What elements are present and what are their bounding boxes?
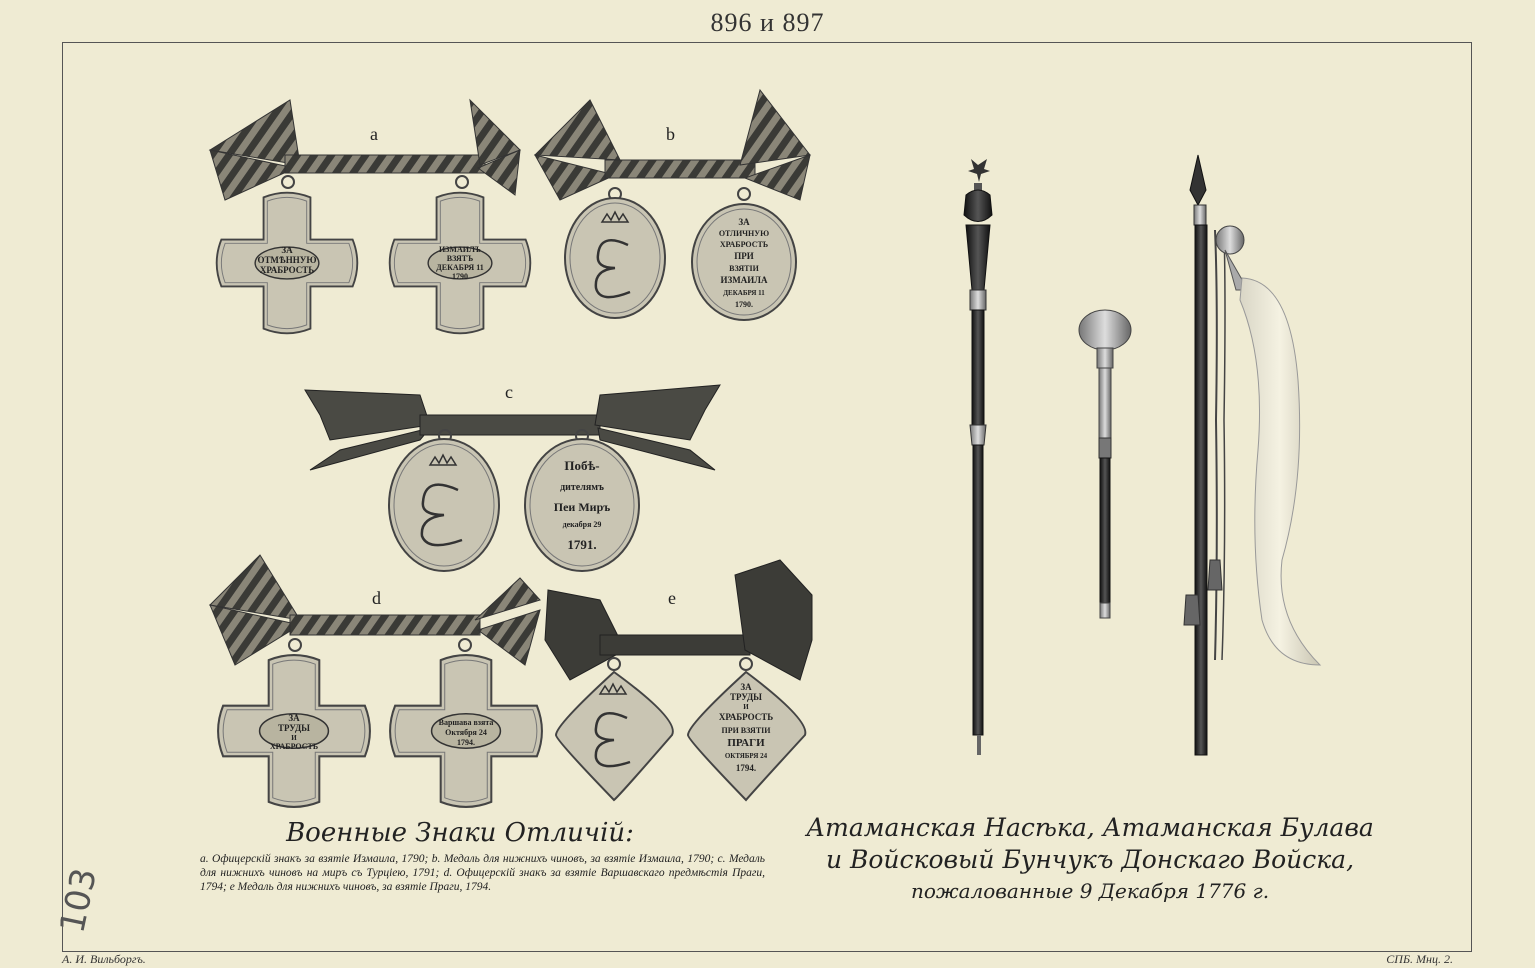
label-c: c — [505, 382, 513, 402]
cross-a-right — [390, 176, 531, 333]
medal-text: Октября 24 — [445, 728, 487, 737]
caption-right-line1: Атаманская Насѣка, Атаманская Булава — [806, 813, 1374, 842]
medal-text: ЗА — [740, 682, 752, 692]
medal-text: 1790 — [452, 272, 468, 281]
medal-text: ПРАГИ — [727, 737, 765, 749]
medal-text: ХРАБРОСТЬ — [718, 712, 774, 722]
ribbon-e — [545, 560, 812, 680]
medal-c-left — [389, 430, 499, 571]
ribbon-a — [210, 100, 520, 200]
medal-text: ЗА — [288, 713, 300, 723]
ribbon-b — [535, 90, 810, 200]
medal-text: 1791. — [567, 537, 597, 552]
medal-text: ХРАБРОСТЬ — [719, 240, 769, 249]
medal-e-right — [688, 658, 805, 800]
medal-text: ХРАБРОСТЬ — [259, 265, 315, 275]
caption-left-body: a. Офицерскій знакъ за взятіе Измаила, 1790; b. Медаль для нижнихъ чиновъ, за взятіе Измаила, 1790; c. Медаль для нижнихъ чиновъ на миръ съ Турціею, 1791; d. Офицерскій знакъ за взятіе Варшавскаго предмѣстія Праги, 1794; e Медаль для нижнихъ чиновъ, за взятіе Праги, 1794. — [200, 853, 765, 893]
label-b: b — [666, 124, 675, 144]
medal-e-left — [556, 658, 673, 800]
medal-text: дителямъ — [560, 482, 604, 493]
medal-text: ЗА — [281, 245, 293, 255]
medal-text: ПРИ ВЗЯТІИ — [721, 726, 771, 735]
medal-text: ХРАБРОСТЬ — [269, 742, 319, 751]
medal-text: декабря 29 — [562, 520, 602, 529]
footer-right: СПБ. Мнц. 2. — [1386, 952, 1453, 966]
medal-text: ОТЛИЧНУЮ — [718, 229, 770, 238]
label-e: e — [668, 588, 676, 608]
medal-text: ДЕКАБРЯ 11 — [436, 263, 484, 272]
caption-right-line3: пожалованные 9 Декабря 1776 г. — [910, 879, 1270, 903]
label-a: a — [370, 124, 378, 144]
caption-right — [795, 812, 1385, 906]
medal-text: ВЗЯТІИ — [729, 264, 759, 273]
medal-b-left — [565, 188, 665, 318]
bunchuk-standard — [1184, 155, 1320, 755]
caption-right-line2: и Войсковый Бунчукъ Донскаго Войска, — [825, 845, 1355, 874]
medal-text: ОТМѢННУЮ — [257, 255, 317, 265]
ribbon-d — [210, 555, 540, 665]
medal-text: 1794. — [457, 738, 475, 747]
margin-note: 103 — [52, 864, 106, 937]
medal-text: ТРУДЫ — [729, 692, 763, 702]
ataman-mace — [1079, 310, 1131, 618]
caption-left-title: Военные Знаки Отличій: — [286, 818, 634, 848]
medal-text: ПРИ — [734, 251, 754, 261]
medal-b-right — [692, 188, 796, 320]
medal-text: 1790. — [735, 300, 753, 309]
cross-a-left — [217, 176, 358, 333]
medal-text: Пеи Миръ — [553, 500, 611, 514]
medal-text: ОКТЯБРЯ 24 — [724, 752, 768, 760]
footer-left: А. И. Вильборгъ. — [62, 952, 146, 966]
double-headed-eagle-icon — [968, 159, 990, 182]
medal-text: ИЗМАИЛЪ — [438, 245, 482, 254]
cross-d-right — [390, 639, 542, 807]
medal-text: ИЗМАИЛА — [720, 275, 768, 285]
medal-text: ЗА — [738, 217, 750, 227]
medal-text: И — [743, 703, 749, 711]
medal-text: Варшава взята — [438, 718, 494, 727]
medal-text: ТРУДЫ — [277, 723, 311, 733]
medal-c-right — [525, 430, 639, 571]
cross-d-left — [218, 639, 370, 807]
medal-text: Побѣ- — [564, 458, 600, 473]
medal-text: И — [291, 734, 297, 742]
medal-text: 1794. — [735, 763, 757, 773]
medal-text: ДЕКАБРЯ 11 — [723, 289, 765, 297]
ataman-staff — [964, 159, 992, 755]
label-d: d — [372, 588, 381, 608]
medal-text: ВЗЯТЪ — [446, 254, 474, 263]
page-number: 896 и 897 — [710, 8, 825, 37]
